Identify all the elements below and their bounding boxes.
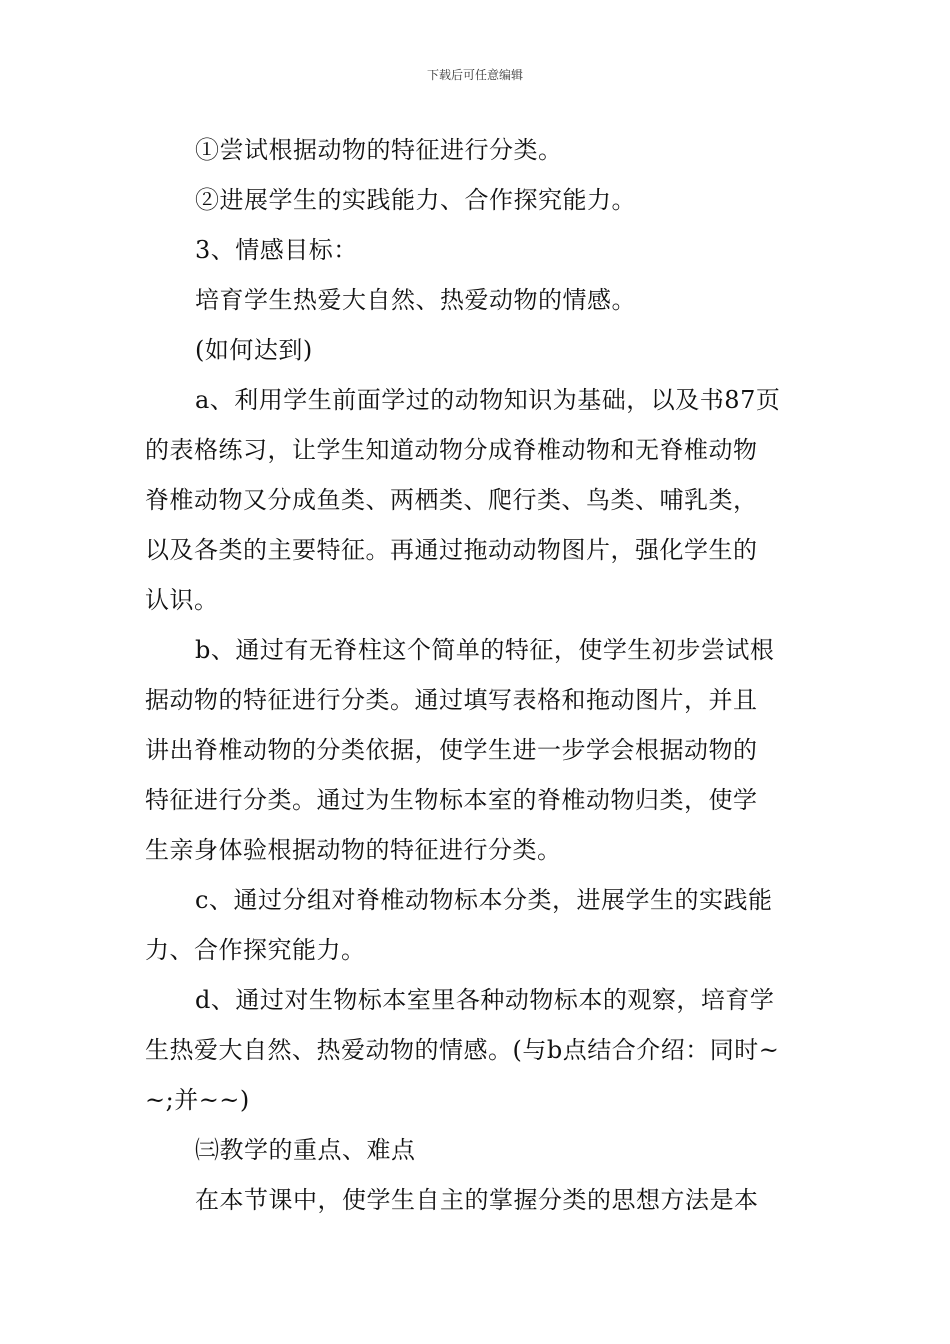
text-line: 3、情感目标： xyxy=(195,236,358,264)
text-line: 在本节课中，使学生自主的掌握分类的思想方法是本 xyxy=(195,1186,759,1214)
text-line: 培育学生热爱大自然、热爱动物的情感。 xyxy=(195,286,636,314)
text-line: 生亲身体验根据动物的特征进行分类。 xyxy=(145,836,562,864)
text-line: ②进展学生的实践能力、合作探究能力。 xyxy=(195,186,636,214)
text-line: 讲出脊椎动物的分类依据，使学生进一步学会根据动物的 xyxy=(145,736,758,764)
text-line: 以及各类的主要特征。再通过拖动动物图片，强化学生的 xyxy=(145,536,758,564)
text-line: 脊椎动物又分成鱼类、两栖类、爬行类、鸟类、哺乳类， xyxy=(145,486,758,514)
text-line: 力、合作探究能力。 xyxy=(145,936,366,964)
text-line: 的表格练习，让学生知道动物分成脊椎动物和无脊椎动物 xyxy=(145,436,758,464)
text-line: c、通过分组对脊椎动物标本分类，进展学生的实践能 xyxy=(195,886,773,914)
text-line: b、通过有无脊柱这个简单的特征，使学生初步尝试根 xyxy=(195,636,775,664)
text-line: 特征进行分类。通过为生物标本室的脊椎动物归类，使学 xyxy=(145,786,758,814)
text-line: (如何达到) xyxy=(195,336,313,364)
text-line: ㈢教学的重点、难点 xyxy=(195,1136,416,1164)
text-line: ①尝试根据动物的特征进行分类。 xyxy=(195,136,563,164)
page-header: 下载后可任意编辑 xyxy=(426,68,523,82)
text-line: ~;并~~) xyxy=(145,1086,250,1114)
text-line: a、利用学生前面学过的动物知识为基础，以及书87页 xyxy=(195,386,781,414)
text-line: 据动物的特征进行分类。通过填写表格和拖动图片，并且 xyxy=(145,686,758,714)
text-line: 认识。 xyxy=(145,586,219,614)
text-line: 生热爱大自然、热爱动物的情感。(与b点结合介绍：同时~ xyxy=(145,1036,780,1064)
text-line: d、通过对生物标本室里各种动物标本的观察，培育学 xyxy=(195,986,775,1014)
